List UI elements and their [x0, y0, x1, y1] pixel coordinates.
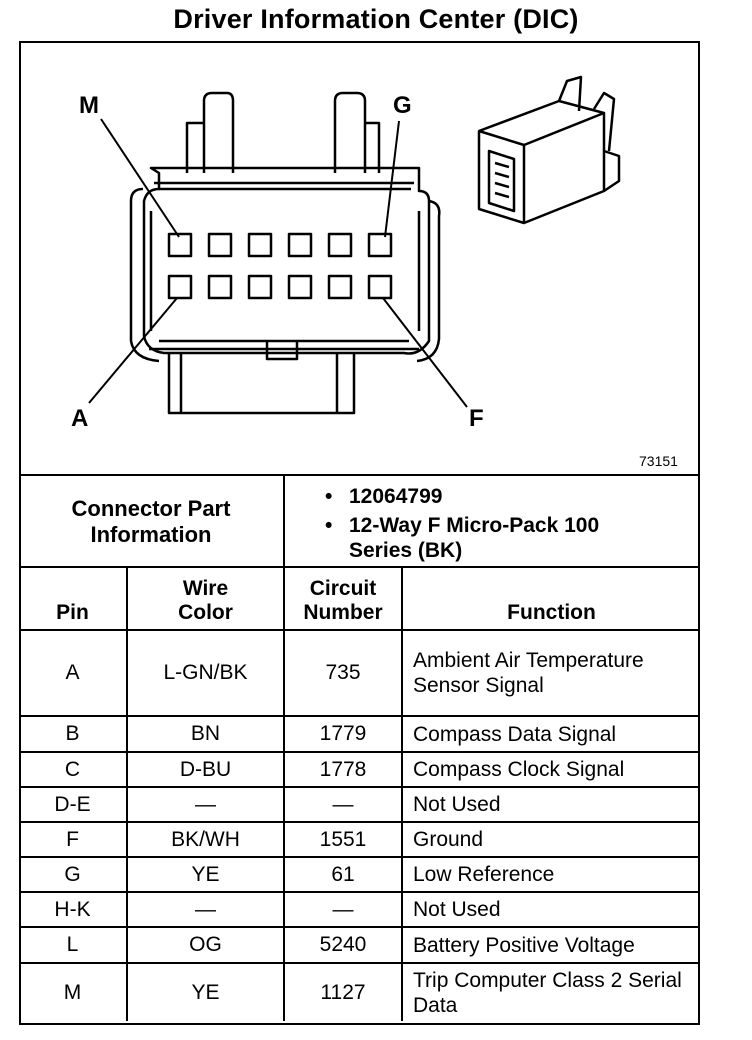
table-header-row — [19, 566, 700, 630]
part-number: 12064799 — [349, 485, 443, 508]
header-wire-color: Wire Color — [127, 566, 284, 630]
part-info-bullet — [325, 513, 649, 563]
circuit-cell: 61 — [284, 857, 402, 892]
pin-cell: A — [19, 630, 127, 716]
circuit-cell: — — [284, 787, 402, 822]
figure-number: 73151 — [639, 453, 678, 469]
callout-m: M — [79, 92, 99, 119]
function-cell: Low Reference — [402, 857, 700, 892]
pin-cell: H-K — [19, 892, 127, 927]
connector-part-info — [19, 474, 700, 568]
function-cell: Battery Positive Voltage — [402, 927, 700, 963]
table-row — [19, 857, 700, 892]
wire-color-cell: YE — [127, 963, 284, 1021]
circuit-cell: 1127 — [284, 963, 402, 1021]
circuit-cell: 1551 — [284, 822, 402, 857]
pin-cell: M — [19, 963, 127, 1021]
function-cell: Ground — [402, 822, 700, 857]
pinout-table — [19, 566, 700, 1021]
circuit-cell: — — [284, 892, 402, 927]
function-cell: Not Used — [402, 787, 700, 822]
callout-f: F — [469, 405, 484, 432]
pin-cell: L — [19, 927, 127, 963]
part-info-divider — [283, 476, 285, 566]
bullet-icon: • — [325, 514, 333, 537]
function-cell: Compass Data Signal — [402, 716, 700, 752]
table-row — [19, 927, 700, 963]
header-function: Function — [402, 566, 700, 630]
table-row — [19, 752, 700, 787]
page-title: Driver Information Center (DIC) — [173, 4, 579, 34]
connector-diagram — [19, 41, 700, 474]
pin-cell: D-E — [19, 787, 127, 822]
bullet-icon: • — [325, 485, 333, 508]
part-info-label: Connector Part Information — [71, 496, 231, 547]
wire-color-cell: — — [127, 892, 284, 927]
callout-g: G — [393, 92, 412, 119]
table-row — [19, 892, 700, 927]
function-cell: Compass Clock Signal — [402, 752, 700, 787]
function-cell: Ambient Air Temperature Sensor Signal — [402, 630, 700, 716]
table-row — [19, 787, 700, 822]
part-info-bullets — [325, 484, 649, 563]
pin-cell: C — [19, 752, 127, 787]
pin-cell: F — [19, 822, 127, 857]
table-row — [19, 963, 700, 1021]
table-row — [19, 716, 700, 752]
wire-color-cell: L-GN/BK — [127, 630, 284, 716]
part-info-bullet — [325, 484, 649, 509]
header-circuit-number: Circuit Number — [284, 566, 402, 630]
header-pin: Pin — [19, 566, 127, 630]
wire-color-cell: D-BU — [127, 752, 284, 787]
wire-color-cell: OG — [127, 927, 284, 963]
pin-cell: G — [19, 857, 127, 892]
callout-a: A — [71, 405, 89, 432]
pin-cell: B — [19, 716, 127, 752]
wire-color-cell: BN — [127, 716, 284, 752]
circuit-cell: 5240 — [284, 927, 402, 963]
table-row — [19, 822, 700, 857]
function-cell: Not Used — [402, 892, 700, 927]
circuit-cell: 1779 — [284, 716, 402, 752]
wire-color-cell: BK/WH — [127, 822, 284, 857]
table-row — [19, 630, 700, 716]
connector-description: 12-Way F Micro-Pack 100 Series (BK) — [349, 514, 600, 562]
wire-color-cell: YE — [127, 857, 284, 892]
connector-illustration — [19, 41, 700, 474]
circuit-cell: 735 — [284, 630, 402, 716]
circuit-cell: 1778 — [284, 752, 402, 787]
function-cell: Trip Computer Class 2 Serial Data — [402, 963, 700, 1021]
wire-color-cell: — — [127, 787, 284, 822]
